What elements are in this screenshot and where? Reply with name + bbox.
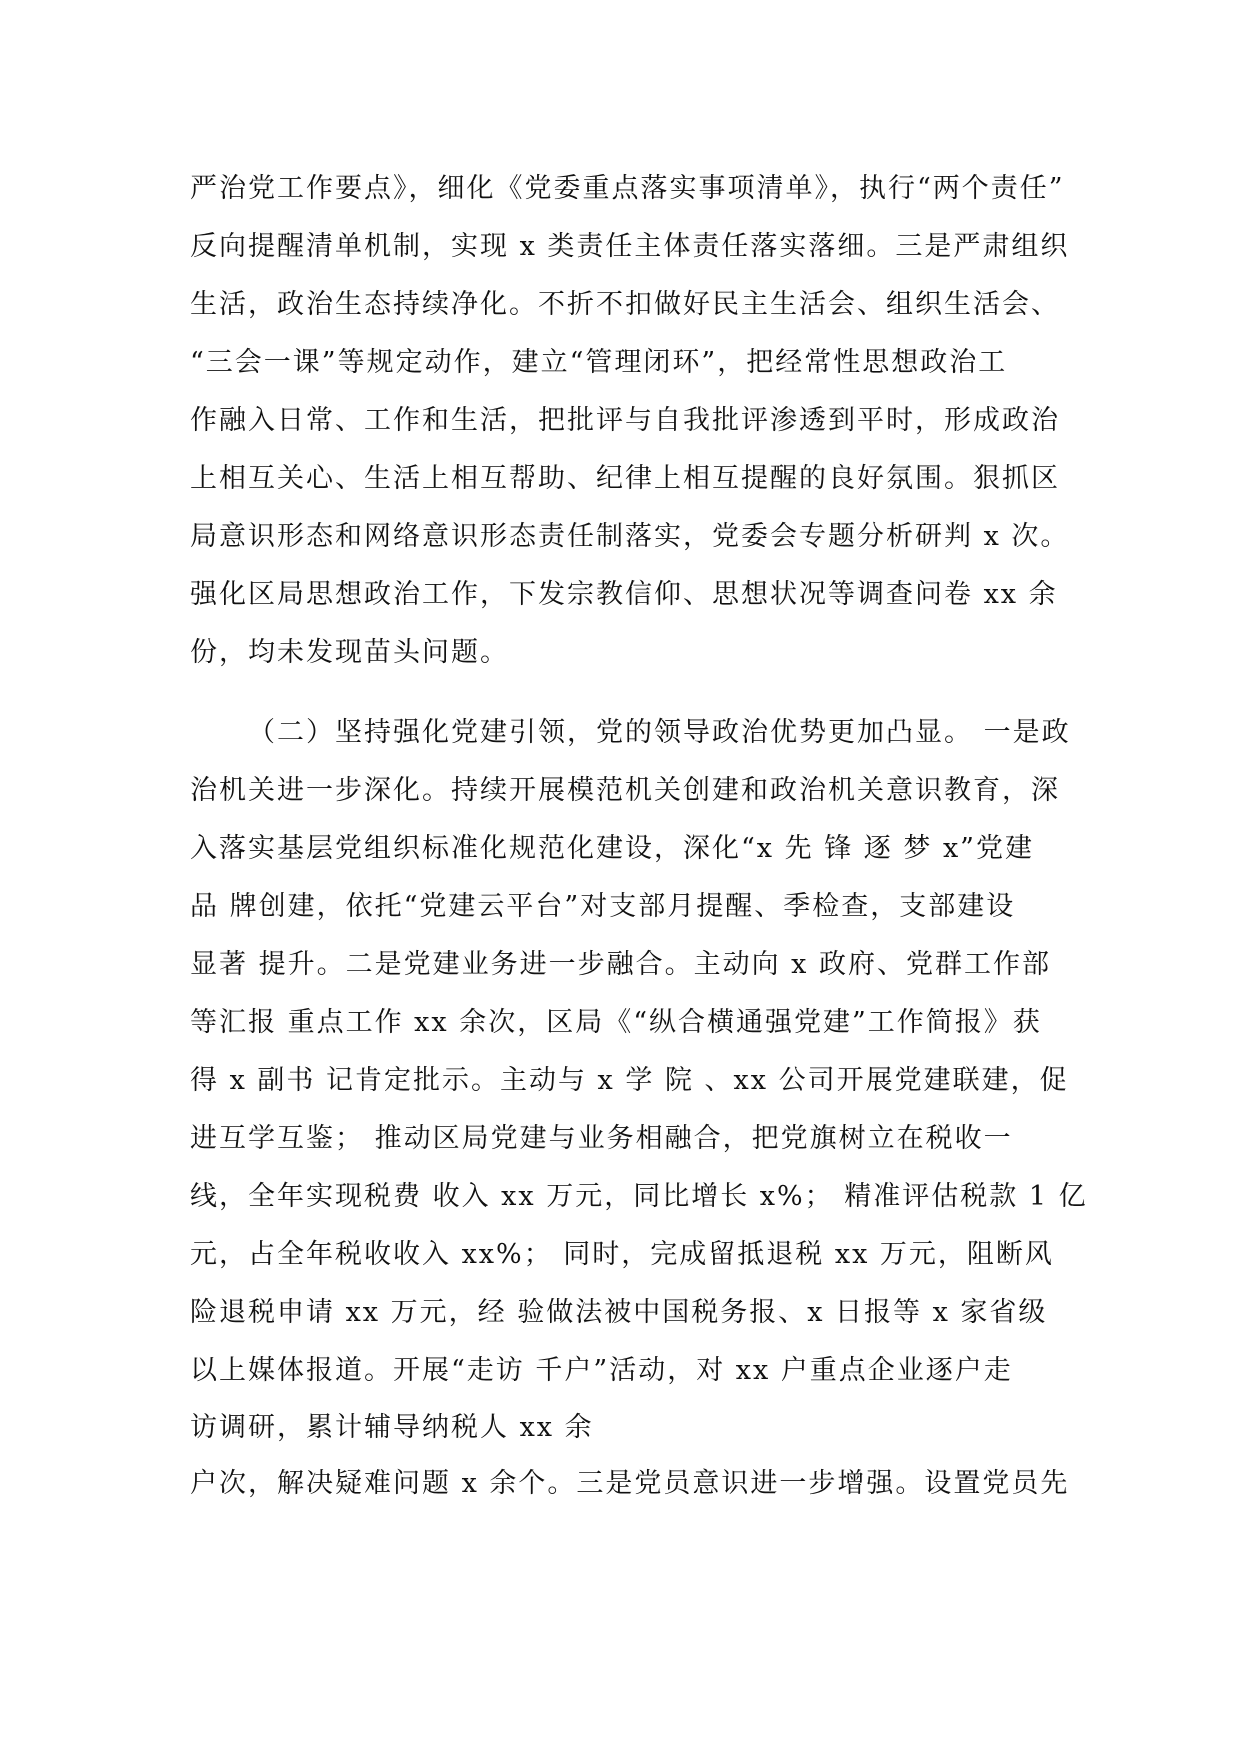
paragraph-2-line-3: 入落实基层党组织标准化规范化建设，深化“x 先 锋 逐 梦 x”党建 xyxy=(190,833,1034,864)
paragraph-2-line-5: 显著 提升。二是党建业务进一步融合。主动向 x 政府、党群工作部 xyxy=(190,949,1051,980)
paragraph-1-line-6: 上相互关心、生活上相互帮助、纪律上相互提醒的良好氛围。狠抓区 xyxy=(190,463,1060,494)
paragraph-1-line-8: 强化区局思想政治工作，下发宗教信仰、思想状况等调查问卷 xx 余 xyxy=(190,579,1058,610)
paragraph-2-line-8: 进互学互鉴； 推动区局党建与业务相融合，把党旗树立在税收一 xyxy=(190,1123,1013,1154)
paragraph-2-line-2: 治机关进一步深化。持续开展模范机关创建和政治机关意识教育，深 xyxy=(190,775,1060,806)
paragraph-1-line-3: 生活，政治生态持续净化。不折不扣做好民主生活会、组织生活会、 xyxy=(190,289,1060,320)
paragraph-2-line-11: 险退税申请 xx 万元，经 验做法被中国税务报、x 日报等 x 家省级 xyxy=(190,1297,1048,1328)
paragraph-2-line-14: 户次，解决疑难问题 x 余个。三是党员意识进一步增强。设置党员先 xyxy=(190,1468,1070,1499)
paragraph-2-line-7: 得 x 副书 记肯定批示。主动与 x 学 院 、xx 公司开展党建联建，促 xyxy=(190,1065,1069,1096)
paragraph-1-line-2: 反向提醒清单机制，实现 x 类责任主体责任落实落细。三是严肃组织 xyxy=(190,231,1070,262)
paragraph-2-line-6: 等汇报 重点工作 xx 余次，区局《“纵合横通强党建”工作简报》获 xyxy=(190,1007,1042,1038)
document-body xyxy=(190,160,1088,1512)
paragraph-1-line-4: “三会一课”等规定动作，建立“管理闭环”，把经常性思想政治工 xyxy=(190,347,1008,378)
paragraph-1-line-5: 作融入日常、工作和生活，把批评与自我批评渗透到平时，形成政治 xyxy=(190,405,1060,436)
paragraph-2-line-10: 元，占全年税收收入 xx%； 同时，完成留抵退税 xx 万元，阻断风 xyxy=(190,1239,1054,1270)
paragraph-2-line-1: （二）坚持强化党建引领，党的领导政治优势更加凸显。 一是政 xyxy=(248,717,1071,748)
paragraph-2-line-4: 品 牌创建，依托“党建云平台”对支部月提醒、季检查，支部建设 xyxy=(190,891,1016,922)
paragraph-2-line-13: 访调研，累计辅导纳税人 xx 余 xyxy=(190,1412,594,1443)
paragraph-1-line-9: 份，均未发现苗头问题。 xyxy=(190,637,509,668)
paragraph-2-line-12: 以上媒体报道。开展“走访 千户”活动，对 xx 户重点企业逐户走 xyxy=(190,1355,1013,1386)
paragraph-1-line-1: 严治党工作要点》，细化《党委重点落实事项清单》，执行“两个责任” xyxy=(190,173,1065,204)
paragraph-1-line-7: 局意识形态和网络意识形态责任制落实，党委会专题分析研判 x 次。 xyxy=(190,521,1070,552)
paragraph-2-line-9: 线，全年实现税费 收入 xx 万元，同比增长 x%； 精准评估税款 1 亿 xyxy=(190,1181,1088,1212)
